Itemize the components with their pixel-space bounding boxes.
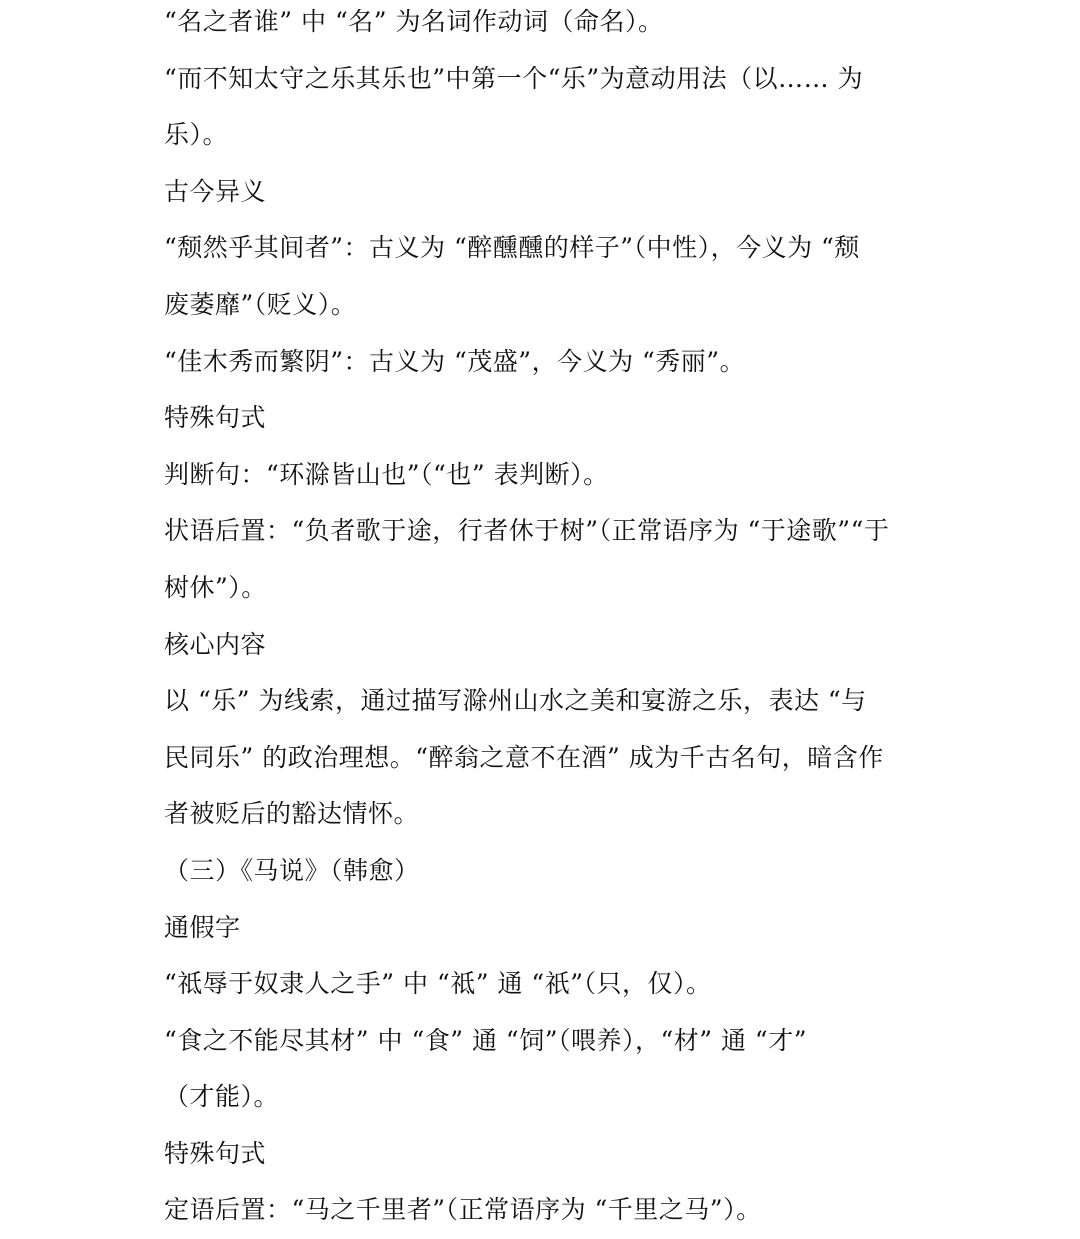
text-line-6: 废萎靡”（贬义）。 bbox=[164, 289, 357, 319]
text-line-13: 以 “乐” 为线索，通过描写滁州山水之美和宴游之乐，表达 “与 bbox=[164, 686, 867, 716]
section-heading-hexin-neirong: 核心内容 bbox=[164, 629, 267, 659]
text-line-10: 状语后置：“负者歌于途，行者休于树”（正常语序为 “于途歌”“于 bbox=[164, 516, 890, 546]
text-line-5: “颓然乎其间者”：古义为 “醉醺醺的样子”（中性），今义为 “颓 bbox=[164, 233, 860, 263]
section-heading-teshu-jushi: 特殊句式 bbox=[164, 403, 267, 433]
text-line-22: 定语后置：“马之千里者”（正常语序为 “千里之马”）。 bbox=[164, 1195, 762, 1225]
section-heading-tongjiazi: 通假字 bbox=[164, 912, 241, 942]
text-line-15: 者被贬后的豁达情怀。 bbox=[164, 799, 420, 829]
section-heading-gujin-yiyi: 古今异义 bbox=[164, 176, 267, 206]
text-line-11: 树休”）。 bbox=[164, 572, 267, 602]
section-heading-teshu-jushi-2: 特殊句式 bbox=[164, 1138, 267, 1168]
chapter-heading-ma-shuo: （三）《马说》（韩愈） bbox=[164, 855, 420, 885]
text-line-14: 民同乐” 的政治理想。“醉翁之意不在酒” 成为千古名句，暗含作 bbox=[164, 742, 884, 772]
document-body bbox=[164, 0, 924, 1239]
text-line-20: （才能）。 bbox=[164, 1082, 280, 1112]
text-line-2: “而不知太守之乐其乐也”中第一个“乐”为意动用法（以…… 为 bbox=[164, 63, 864, 93]
text-line-18: “祗辱于奴隶人之手” 中 “祗” 通 “祇”（只，仅）。 bbox=[164, 969, 712, 999]
text-line-1: “名之者谁” 中 “名” 为名词作动词（命名）。 bbox=[164, 7, 664, 36]
text-line-19: “食之不能尽其材” 中 “食” 通 “饲”（喂养），“材” 通 “才” bbox=[164, 1025, 807, 1055]
text-line-3: 乐）。 bbox=[164, 120, 229, 150]
text-line-9: 判断句：“环滁皆山也”（“也” 表判断）。 bbox=[164, 459, 609, 489]
text-line-7: “佳木秀而繁阴”：古义为 “茂盛”，今义为 “秀丽”。 bbox=[164, 346, 746, 376]
